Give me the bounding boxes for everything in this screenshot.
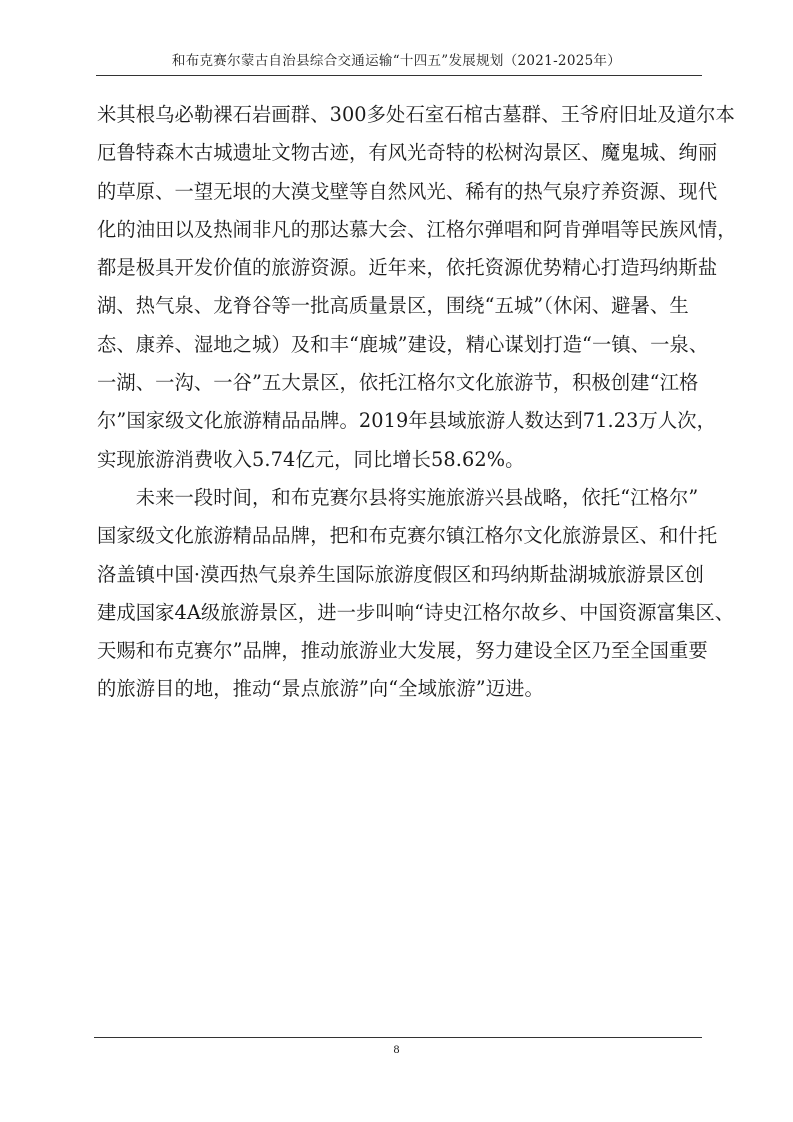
text-line: 实现旅游消费收入5.74亿元，同比增长58.62%。 (97, 447, 525, 471)
text-line: 尔”国家级文化旅游精品品牌。2019年县域旅游人数达到71.23万人次， (97, 409, 717, 433)
header-divider (96, 75, 702, 76)
text-line: 米其根乌必勒裸石岩画群、300多处石室石棺古墓群、王爷府旧址及道尔本 (97, 103, 735, 126)
text-line: 国家级文化旅游精品品牌，把和布克赛尔镇江格尔文化旅游景区、和什托 (97, 524, 718, 548)
text-line: 建成国家4A级旅游景区，进一步叫响“诗史江格尔故乡、中国资源富集区、 (97, 600, 735, 624)
text-line: 厄鲁特森木古城遗址文物古迹，有风光奇特的松树沟景区、魔鬼城、绚丽 (97, 141, 718, 165)
text-line: 的旅游目的地，推动“景点旅游”向“全域旅游”迈进。 (97, 677, 544, 701)
text-line: 都是极具开发价值的旅游资源。近年来，依托资源优势精心打造玛纳斯盐 (97, 256, 718, 280)
text-line: 洛盖镇中国·漠西热气泉养生国际旅游度假区和玛纳斯盐湖城旅游景区创 (97, 562, 705, 586)
text-line: 湖、热气泉、龙脊谷等一批高质量景区，围绕“五城”（休闲、避暑、生 (97, 294, 689, 318)
paragraph (97, 96, 737, 479)
document-body (97, 96, 737, 709)
text-line: 未来一段时间，和布克赛尔县将实施旅游兴县战略，依托“江格尔” (97, 485, 699, 509)
text-line: 的草原、一望无垠的大漠戈壁等自然风光、稀有的热气泉疗养资源、现代 (97, 179, 718, 203)
text-line: 态、康养、湿地之城）及和丰“鹿城”建设，精心谋划打造“一镇、一泉、 (97, 332, 709, 356)
page-number: 8 (393, 1042, 400, 1056)
running-header: 和布克赛尔蒙古自治县综合交通运输“十四五”发展规划（2021-2025年） (171, 53, 622, 69)
text-line: 天赐和布克赛尔”品牌，推动旅游业大发展，努力建设全区乃至全国重要 (97, 639, 708, 663)
text-line: 一湖、一沟、一谷”五大景区，依托江格尔文化旅游节，积极创建“江格 (97, 371, 699, 395)
footer-divider (94, 1037, 702, 1038)
paragraph (97, 479, 735, 709)
text-line: 化的油田以及热闹非凡的那达慕大会、江格尔弹唱和阿肯弹唱等民族风情， (97, 217, 737, 241)
